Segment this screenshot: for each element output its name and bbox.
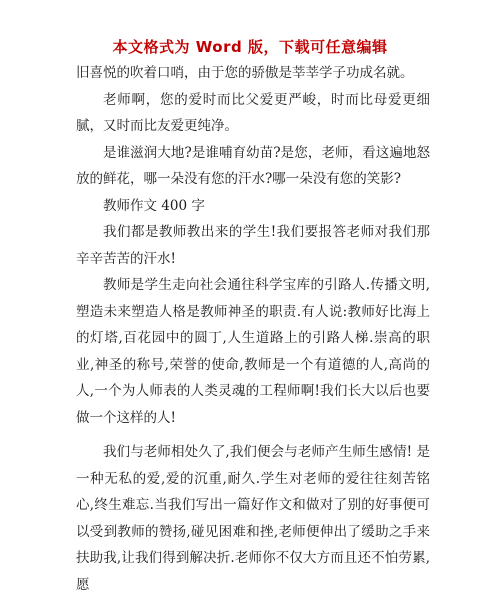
- document-header: 本文格式为 Word 版，下载可任意编辑: [112, 38, 388, 56]
- section-heading: 教师作文 400 字: [103, 197, 205, 214]
- paragraph: 我们与老师相处久了,我们便会与老师产生师生感情! 是一种无私的爱,爱的沉重,耐久.学生对老师的爱往往刻苦铭心,终生难忘.当我们写出一篇好作文和做对了别的好事便可以受到教师的赞扬,碰见困难和挫,老师便伸出了缓助之手来扶助我,让我们得到解决折.老师你不仅大方而且还不怕劳累,愿: [76, 444, 430, 593]
- paragraph: 是谁滋润大地?是谁哺育幼苗?是您，老师，看这遍地怒放的鲜花，哪一朵没有您的汗水?哪一朵没有您的笑影?: [76, 144, 430, 187]
- document-body: [76, 60, 430, 598]
- paragraph: 老师啊，您的爱时而比父爱更严峻，时而比母爱更细腻，又时而比友爱更纯净。: [76, 91, 430, 134]
- paragraph: 我们都是教师教出来的学生!我们要报答老师对我们那辛辛苦苦的汗水!: [76, 224, 430, 267]
- paragraph-continuation: 旧喜悦的吹着口哨，由于您的骄傲是莘莘学子功成名就。: [76, 65, 414, 81]
- paragraph: 教师是学生走向社会通往科学宝库的引路人.传播文明,塑造未来塑造人格是教师神圣的职责.有人说:教师好比海上的灯塔,百花园中的圆丁,人生道路上的引路人梯.崇高的职业,神圣的称号,荣誉的使命,教师是一个有道德的人,高尚的人,一个为人师表的人类灵魂的工程师啊!我们长大以后也要做一个这样的人!: [76, 277, 430, 426]
